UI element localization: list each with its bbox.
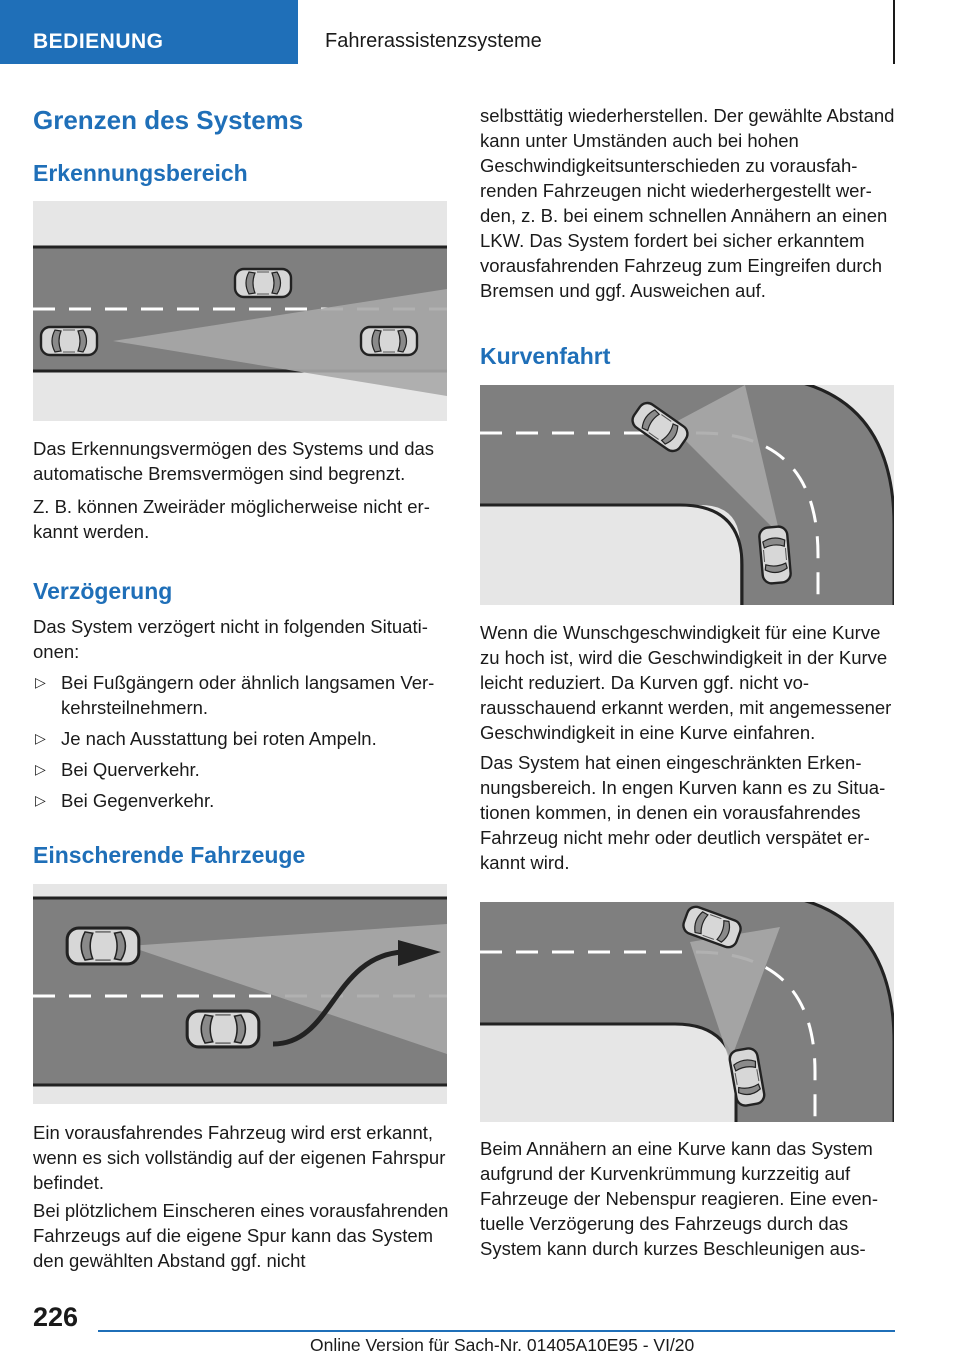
paragraph-detected-when-in-lane: Ein vorausfahrendes Fahrzeug wird erst erkannt, wenn es sich vollständig auf der eigenen Fahrspur befindet. [33, 1122, 446, 1193]
bullet-triangle-icon: ▷ [35, 730, 46, 746]
paragraph-detection-limits: Das Erkennungsvermögen des Systems und das automatische Bremsvermögen sind begrenzt. [33, 438, 435, 484]
paragraph-curve-speed: Wenn die Wunschgeschwindigkeit für eine Kurve zu hoch ist, wird die Geschwindigkeit in der Kurve leicht reduziert. Da Kurven ggf. nicht vorausschauend erkannt werden, mit angemessener Geschwindigkeit in eine Kurve einfahren. [480, 622, 892, 743]
paragraph-limited-range: Das System hat einen eingeschränkten Erkennungsbereich. In engen Kurven kann es zu Situationen kommen, in denen ein vorausfahrendes Fahrzeug nicht mehr oder deutlich verspätet erkannt wird. [480, 752, 886, 873]
heading-einscherende-fahrzeuge: Einscherende Fahrzeuge [33, 842, 306, 868]
curve-driving-figure [480, 385, 894, 605]
cut-in-vehicle-figure [33, 884, 447, 1104]
bullet-triangle-icon: ▷ [35, 674, 46, 690]
section-tab [0, 0, 298, 64]
paragraph-distance-restore: selbsttätig wiederherstellen. Der gewählte Abstand kann unter Umständen auch bei hohen Geschwindigkeitsunterschieden zu vorausfahrenden Fahrzeugen nicht wiederhergestellt werden, z. B. bei einem schnellen Annähern an einen LKW. Das System fordert bei sicher erkanntem vorausfahrenden Fahrzeug zum Eingreifen durch Bremsen und ggf. Ausweichen auf. [480, 105, 895, 301]
list-item: ▷ Bei Fußgängern oder ähnlich langsamen Verkehrsteilnehmern. [35, 672, 435, 718]
list-item: ▷ Bei Querverkehr. [35, 759, 200, 780]
chapter-label: Fahrerassistenzsysteme [325, 30, 542, 52]
page-title: Grenzen des Systems [33, 105, 304, 135]
heading-kurvenfahrt: Kurvenfahrt [480, 343, 611, 369]
detection-range-figure [33, 201, 447, 421]
footer-divider [98, 1330, 895, 1332]
situation-list [33, 670, 449, 819]
paragraph-sudden-cut-in: Bei plötzlichem Einscheren eines vorausfahrenden Fahrzeugs auf die eigene Spur kann das System den gewählten Abstand ggf. nicht [33, 1200, 449, 1271]
heading-erkennungsbereich: Erkennungsbereich [33, 160, 248, 186]
paragraph-no-deceleration: Das System verzögert nicht in folgenden Situationen: [33, 616, 428, 662]
footer-version: Online Version für Sach-Nr. 01405A10E95 - VI/20 [310, 1335, 695, 1355]
bullet-triangle-icon: ▷ [35, 761, 46, 777]
paragraph-two-wheelers: Z. B. können Zweiräder möglicherweise nicht erkannt werden. [33, 496, 430, 542]
list-item: ▷ Bei Gegenverkehr. [35, 790, 215, 811]
paragraph-neighbor-lane-reaction: Beim Annähern an eine Kurve kann das System aufgrund der Kurvenkrümmung kurzzeitig auf Fahrzeuge der Nebenspur reagieren. Eine eventuelle Verzögerung des Fahrzeugs durch das System kann durch kurzes Beschleunigen aus- [480, 1138, 879, 1259]
page-number: 226 [33, 1302, 79, 1332]
section-label: BEDIENUNG [33, 30, 164, 53]
curve-neighbor-lane-figure [480, 902, 894, 1122]
heading-verzoegerung: Verzögerung [33, 578, 173, 604]
list-item: ▷ Je nach Ausstattung bei roten Ampeln. [35, 728, 377, 749]
bullet-triangle-icon: ▷ [35, 792, 46, 808]
chapter-header [311, 0, 895, 64]
